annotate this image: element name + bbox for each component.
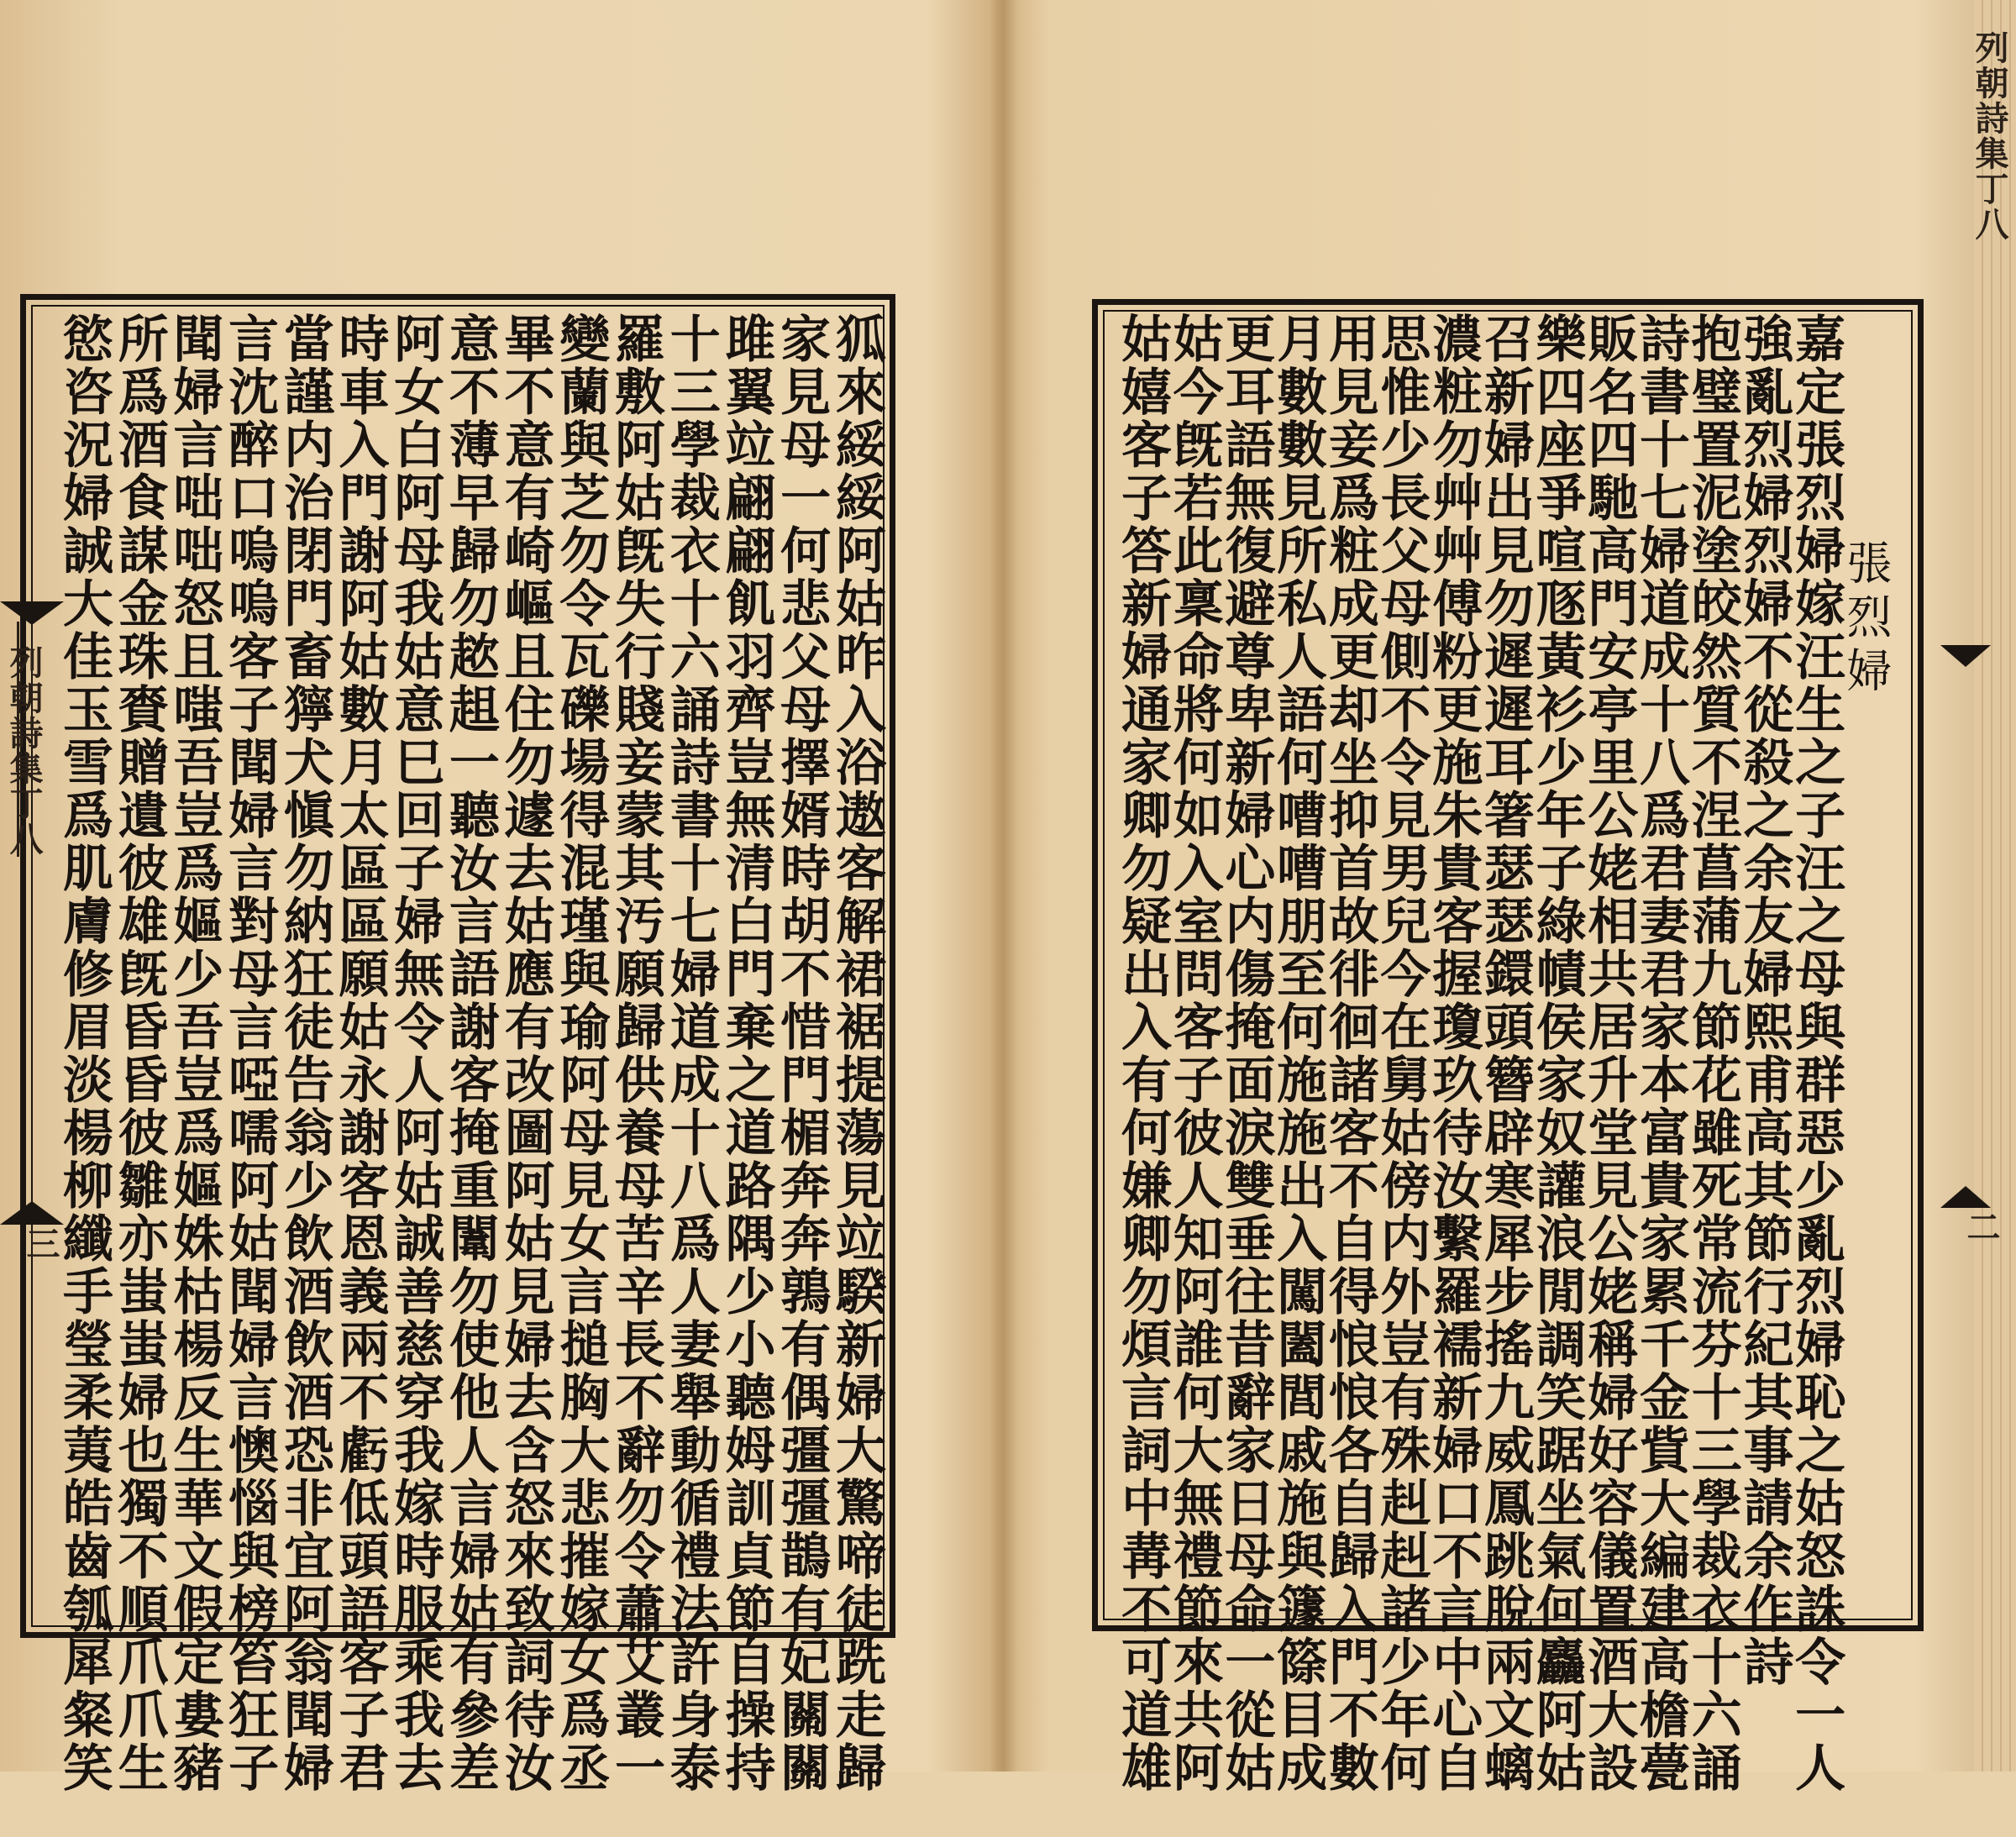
text-column: 所爲酒食謀金珠賚贈遺彼雄旣昏昏彼雛亦蚩蚩婦也獨不順爪爪生 xyxy=(109,312,169,1794)
right-page-text xyxy=(1113,312,1893,1794)
text-column: 變蘭與芝勿令瓦礫場得混瑾與瑜阿母見女言搥胸大悲摧嫁女爲丞 xyxy=(551,312,611,1794)
text-column: 用見妾爲粧成更却坐抑首故徘徊諸客不自得悢悢各自歸入門不數 xyxy=(1320,312,1379,1794)
text-column: 狐來綏綏阿姑昨入浴遨客解裙裾提蕩見竝騤新婦大驚啼徒跣走歸 xyxy=(827,312,886,1794)
text-column: 言沈醉口嗚嗚客子聞婦言對母言啞嚅阿姑聞婦言懊惱與榜笞狂子 xyxy=(220,312,280,1794)
left-margin-title: 列朝詩集丁八 xyxy=(0,622,48,857)
text-column: 意不薄早歸勿趑趄一聽汝言語謝客掩重闈勿使他人言婦姑有參差 xyxy=(440,312,500,1794)
poem-title: 張烈婦 xyxy=(1839,539,1893,701)
right-margin-title: 列朝詩集丁八 xyxy=(1970,30,2009,242)
text-column: 樂四座爭喧豗黃衫少年子綠幘侯家奴讙浪閒調笑踞坐氣何麤阿姑 xyxy=(1527,312,1587,1794)
left-page-text xyxy=(55,312,886,1794)
fishtail-mark-icon xyxy=(1940,645,1991,667)
text-column: 強亂烈婦烈婦不從殺之余友婦熙甫高其節行紀其事請余作詩 xyxy=(1735,312,1794,1688)
text-column: 月數數見所私人語何嘈嘈朋至何施施出入闖闔閭戚施與籧篨目成 xyxy=(1268,312,1328,1794)
text-column: 阿女白阿母我姑意巳回子婦無令人阿姑誠善慈穿我嫁時服乘我去 xyxy=(386,312,445,1794)
fishtail-mark-icon xyxy=(1940,1186,1991,1208)
text-column: 姑嬉客子答新婦通家卿勿疑出入有何嫌卿勿煩言詞中冓不可道雄 xyxy=(1113,312,1172,1794)
right-leaf-number: 二 xyxy=(1961,1210,2001,1243)
text-column: 羅敷阿姑旣失行賤妾蒙其汚願歸供養母苦辛長不辭勿令蕭艾叢一 xyxy=(606,312,666,1794)
text-column: 當謹内治閉門畜獰犬愼勿納狂徒告翁少飲酒飲酒恐非宜阿翁聞婦 xyxy=(275,312,334,1794)
text-column: 慾咨況婦誠大佳玉雪爲肌膚修眉淡楊柳纖手瑩柔荑皓齒瓠犀粲笑 xyxy=(55,312,113,1794)
text-column: 家見母一何悲父母擇婿時胡不惜門楣奔奔鶉有偶彊彊鵲有妃關關 xyxy=(772,312,832,1794)
text-column: 抱璧置泥塗皎然質不涅菖蒲九節花雖死常流芬十三學裁衣十六誦 xyxy=(1683,312,1742,1794)
text-column: 姑今旣若此稟命將何如入室問客子彼人知阿誰何大無禮節來共阿 xyxy=(1164,312,1224,1794)
text-column: 濃粧勿艸艸傅粉更施朱貴客握瓊玖待汝繫羅襦新婦口不言中心自 xyxy=(1424,312,1483,1794)
text-column: 時車入門謝阿姑數月太區區願姑永謝客恩義兩不虧低頭語客子君 xyxy=(330,312,390,1794)
text-column: 嘉定張烈婦嫁汪生之子汪之母與群惡少亂烈婦恥之姑怒誅令一人 xyxy=(1787,312,1846,1794)
text-column: 販名四馳高門安亭里公姥相共居升堂見公姥稱婦好容儀置酒大設 xyxy=(1579,312,1639,1794)
text-column: 雎翼竝翩翩飢羽齊豈無清白門棄之道路隅少小聽姆訓貞節自操持 xyxy=(717,312,776,1794)
stacked-page-edges xyxy=(1974,0,2016,1771)
book-gutter xyxy=(990,0,1018,1771)
text-column: 詩書十七婦道成十八爲君妻君家本富貴家累千金貲大編建高檐甍 xyxy=(1631,312,1691,1794)
text-column: 更耳語無復避尊卑新婦心内傷掩面淚雙垂往昔辭家日母命一從姑 xyxy=(1216,312,1276,1794)
text-column: 思惟少長父母側不令見男兒今在舅姑傍内外豈有殊赳赳諸少年何 xyxy=(1372,312,1431,1794)
text-column: 十三學裁衣十六誦詩書十七婦道成十八爲人妻舉動循禮法許身泰 xyxy=(661,312,721,1794)
text-column: 畢不意有崎嶇且住勿遽去姑應有改圖阿姑見婦去含怒來致詞待汝 xyxy=(496,312,555,1794)
left-leaf-number: 三 xyxy=(21,1226,60,1260)
text-column: 聞婦言咄咄怒且嗤吾豈爲嫗少吾豈爲嫗姝枯楊反生華文假定婁豬 xyxy=(165,312,224,1794)
text-column: 召新婦出見勿遲遲耳箸瑟瑟鐶頭簪辟寒犀步搖九威鳳跳脫兩文螭 xyxy=(1475,312,1535,1794)
